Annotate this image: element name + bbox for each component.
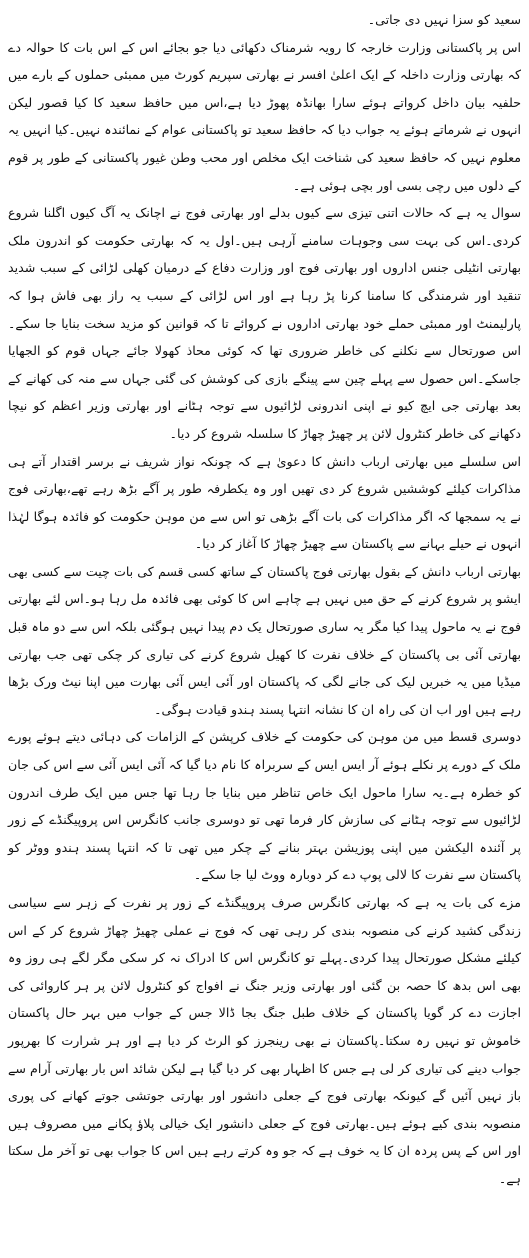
article-paragraph-2: اس پر پاکستانی وزارت خارجہ کا رویہ شرمناک دکھائی دیا جو بجائے اس کے اس بات کا حوالہ دے کہ بھارتی وزارت داخلہ کے ایک اعلیٰ افسر نے بھارتی سپریم کورٹ میں ممبئی حملوں کے بارے میں حلفیہ بیان داخل کرواتے ہوئے سارا بھانڈہ پھوڑ دیا ہے،اس میں حافظ سعید کا کیا قصور لیکن انہوں نے شرماتے ہوئے یہ جواب دیا کہ حافظ سعید تو پاکستانی عوام کے نمائندہ نہیں۔کیا انہیں یہ معلوم نہیں کہ حافظ سعید کی شناخت ایک مخلص اور محب وطن غیور پاکستانی کے طور پر قوم کے دلوں میں رچی بسی اور بچی ہوئی ہے۔ [8, 39, 521, 193]
article-paragraph-3: سوال یہ ہے کہ حالات اتنی تیزی سے کیوں بدلے اور بھارتی فوج نے اچانک یہ آگ کیوں اگلنا شروع کردی۔اس کی بہت سی وجوہات سامنے آرہی ہیں۔اول یہ کہ بھارتی حکومت کو اندرون ملک بھارتی انٹیلی جنس اداروں اور بھارتی فوج اور وزارت دفاع کے درمیان کھلی لڑائی کے سبب شدید تنقید اور شرمندگی کا سامنا کرنا پڑ رہا ہے اور اس لڑائی کے سبب یہ راز بھی فاش ہوا کہ پارلیمنٹ اور ممبئی حملے خود بھارتی اداروں نے کروائے تا کہ قوانین کو مزید سخت بنایا جا سکے۔اس صورتحال سے نکلنے کی خاطر ضروری تھا کہ کوئی محاذ کھولا جائے جہاں قوم کو الجھایا جاسکے۔اس حصول سے پہلے چین سے پینگے بازی کی کوشش کی گئی جہاں سے منہ کی کھانے کے بعد بھارتی جی ایچ کیو نے اپنی اندرونی لڑائیوں سے توجہ ہٹانے اور بھارتی وزیر اعظم کو نیچا دکھانے کی خاطر کنٹرول لائن پر چھیڑ چھاڑ کا سلسلہ شروع کر دیا۔ [8, 205, 521, 441]
article-paragraph-4: اس سلسلے میں بھارتی ارباب دانش کا دعویٰ ہے کہ چونکہ نواز شریف نے برسر اقتدار آتے ہی مذاکرات کیلئے کوششیں شروع کر دی تھیں اور وہ یکطرفہ طور پر آگے بڑھ رہے تھے،بھارتی فوج نے یہ سمجھا کہ اگر مذاکرات کی بات آگے بڑھی تو اس سے من موہن حکومت کو فائدہ ہوگا لہٰذا انہوں نے حیلے بہانے سے پاکستان سے چھیڑ چھاڑ کا آغاز کر دیا۔ [8, 453, 521, 552]
article-paragraph-7: مزے کی بات یہ ہے کہ بھارتی کانگرس صرف پروپیگنڈے کے زور پر نفرت کے زہر سے سیاسی زندگی کشید کرنے کی منصوبہ بندی کر رہی تھی کہ فوج نے عملی چھیڑ چھاڑ شروع کر کے اس کیلئے مشکل صورتحال پیدا کردی۔پہلے تو کانگرس اس کا ادراک نہ کر سکی مگر لگے ہی روز وہ بھی اس بدھ کا حصہ بن گئی اور بھارتی وزیر جنگ نے افواج کو کنٹرول لائن پر ہر کاروائی کی اجازت دے کر گویا پاکستان کے خلاف طبل جنگ بجا ڈالا جس کے جواب میں بہر حال پاکستان خاموش تو نہیں رہ سکتا۔پاکستان نے بھی رینجرز کو الرٹ کر دیا ہے اور ہر شرارت کا بھرپور جواب دینے کی تیاری کر لی ہے جس کا اظہار بھی کر دیا گیا ہے لیکن شائد اس بار بھارتی آرام سے باز نہیں آئیں گے کیونکہ بھارتی فوج کے جعلی دانشور اور بھارتی جوتشی جوتے کھانے کی پوری منصوبہ بندی کیے ہوئے ہیں۔بھارتی فوج کے جعلی دانشور ایک خیالی پلاؤ پکانے میں مصروف ہیں اور اس کے پس پردہ ان کا یہ خوف ہے کہ جو وہ کرتے رہے ہیں اس کا جواب بھی تو آخر مل سکتا ہے۔ [8, 895, 521, 1186]
article-paragraph-1: سعید کو سزا نہیں دی جاتی۔ [367, 12, 521, 27]
article-paragraph-6: دوسری قسط میں من موہن کی حکومت کے خلاف کرپشن کے الزامات کی دہائی دیتے ہوئے پورے ملک کے دورے پر نکلے ہوئے آر ایس ایس کے سربراہ کا نام دیا گیا کہ آئی ایس آئی سے اس کی جان کو خطرہ ہے۔یہ سارا ماحول ایک خاص تناظر میں بنایا جا رہا تھا جس میں ایک طرف اندرون لڑائیوں سے توجہ ہٹانے کی سازش کار فرما تھی تو دوسری جانب کانگرس اس پروپیگنڈے کے زور پر آئندہ الیکشن میں اپنی پوزیشن بہتر بنانے کے چکر میں تھی تا کہ انتہا پسند ہندو ووٹر کو پاکستان سے نفرت کا لالی پوپ دے کر دوبارہ ووٹ لیا جا سکے۔ [8, 729, 521, 883]
article-paragraph-5: بھارتی ارباب دانش کے بقول بھارتی فوج پاکستان کے ساتھ کسی قسم کی بات چیت سے کسی بھی ایشو پر شروع کرنے کے حق میں نہیں ہے چاہے اس کا کوئی بھی فائدہ مل رہا ہو۔اس لئے بھارتی فوج نے یہ ماحول پیدا کیا مگر یہ ساری صورتحال یک دم پیدا نہیں ہوگئی بلکہ اس سے دو ماہ قبل بھارتی آئی بی پاکستان کے خلاف نفرت کا کھیل شروع کرنے کی تیاری کر چکی تھی جب بھارتی میڈیا میں یہ خبریں لیک کی جانے لگی کہ پاکستان اور آئی ایس آئی بھارت میں اپنا نیٹ ورک بڑھا رہے ہیں اور اب ان کی راہ ان کا نشانہ انتہا پسند ہندو قیادت ہوگی۔ [8, 563, 521, 717]
